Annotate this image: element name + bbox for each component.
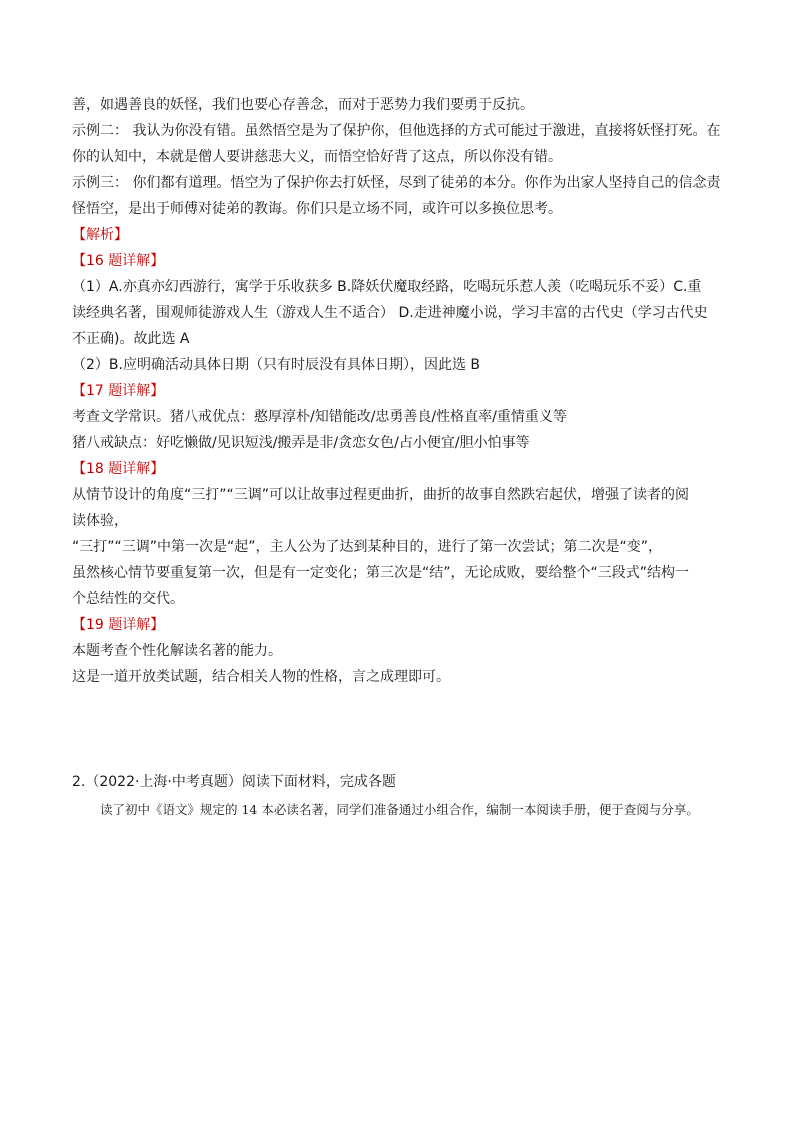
example-three-line: 示例三： 你们都有道理。悟空为了保护你去打妖怪，尽到了徒弟的本分。你作为出家人坚持自己的信念责	[72, 175, 721, 191]
text-line: 本题考查个性化解读名著的能力。	[72, 643, 282, 659]
answer-section	[72, 92, 728, 690]
q16-heading: 【16 题详解】	[72, 253, 165, 269]
text-line: （1）A.亦真亦幻西游行，寓学于乐收获多 B.降妖伏魔取经路，吃喝玩乐惹人羡（吃喝玩乐不妥）C.重	[72, 279, 702, 295]
text-line: 不正确)。故此选 A	[72, 331, 190, 347]
text-line: （2）B.应明确活动具体日期（只有时辰没有具体日期），因此选 B	[72, 357, 481, 373]
question-two-title: 2.（2022·上海·中考真题）阅读下面材料，完成各题	[72, 774, 396, 790]
q19-heading: 【19 题详解】	[72, 617, 165, 633]
text-line: 你的认知中，本就是僧人要讲慈悲大义，而悟空恰好背了这点，所以你没有错。	[72, 149, 562, 165]
text-line: 读体验，	[72, 513, 128, 529]
q17-heading: 【17 题详解】	[72, 383, 165, 399]
text-line: 考查文学常识。猪八戒优点：憨厚淳朴/知错能改/忠勇善良/性格直率/重情重义等	[72, 409, 567, 425]
text-line: 猪八戒缺点：好吃懒做/见识短浅/搬弄是非/贪恋女色/占小便宜/胆小怕事等	[72, 435, 530, 451]
text-line: 从情节设计的角度“三打”“三调”可以让故事过程更曲折，曲折的故事自然跌宕起伏，增强了读者的阅	[72, 487, 690, 503]
text-line: 怪悟空，是出于师傅对徒弟的教诲。你们只是立场不同，或许可以多换位思考。	[72, 201, 562, 217]
text-line: 善，如遇善良的妖怪，我们也要心存善念，而对于恶势力我们要勇于反抗。	[72, 97, 534, 113]
text-line: 这是一道开放类试题，结合相关人物的性格，言之成理即可。	[72, 669, 450, 685]
example-two-line: 示例二： 我认为你没有错。虽然悟空是为了保护你，但他选择的方式可能过于激进，直接将妖怪打死。在	[72, 123, 721, 139]
text-line: 读经典名著，围观师徒游戏人生（游戏人生不适合） D.走进神魔小说，学习丰富的古代史（学习古代史	[72, 305, 708, 321]
text-line: 虽然核心情节要重复第一次，但是有一定变化；第三次是“结”，无论成败，要给整个“三段式”结构一	[72, 565, 690, 581]
question-two-passage: 读了初中《语文》规定的 14 本必读名著，同学们准备通过小组合作，编制一本阅读手册，便于查阅与分享。	[100, 802, 699, 817]
text-line: “三打”“三调”中第一次是“起”，主人公为了达到某种目的，进行了第一次尝试；第二次是“变”，	[72, 539, 663, 555]
q18-heading: 【18 题详解】	[72, 461, 165, 477]
text-line: 个总结性的交代。	[72, 591, 184, 607]
analysis-heading: 【解析】	[72, 227, 128, 243]
question-two-section	[72, 770, 728, 824]
